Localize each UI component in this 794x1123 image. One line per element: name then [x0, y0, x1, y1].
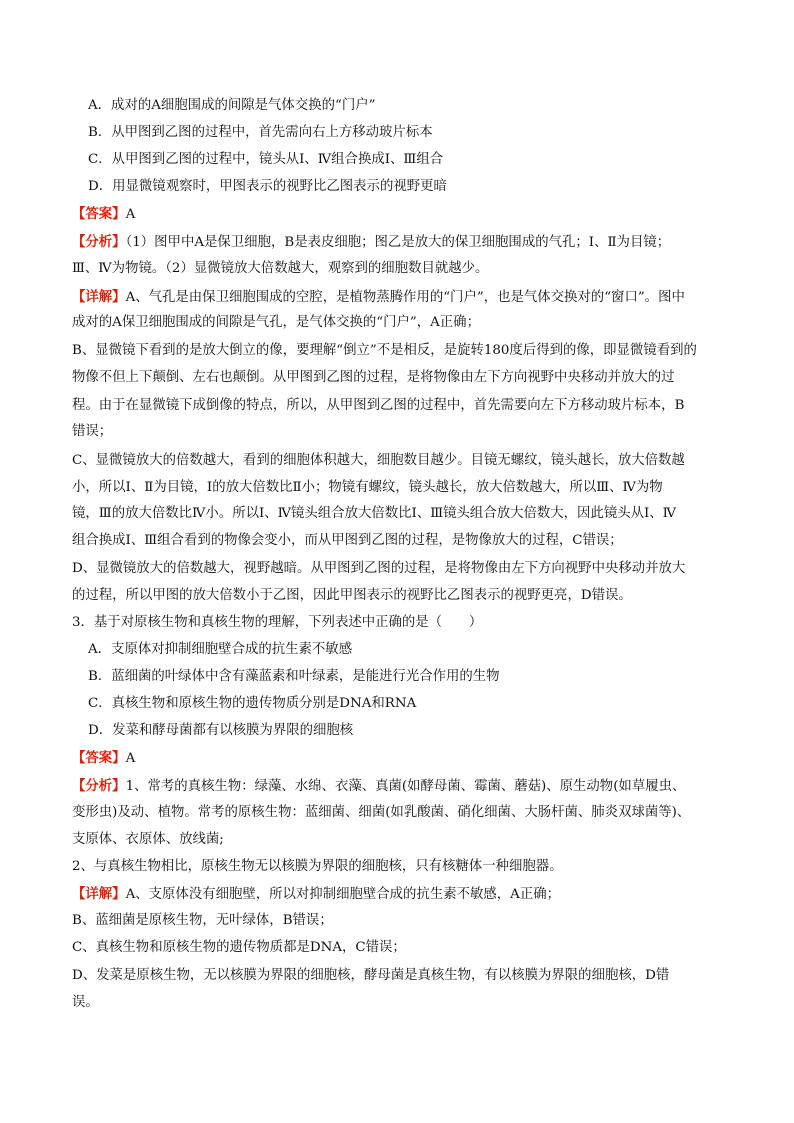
- q3-analysis-line: 变形虫)及动、植物。常考的原核生物：蓝细菌、细菌(如乳酸菌、硝化细菌、大肠杆菌、肺炎双球菌等)、: [72, 805, 691, 820]
- answer-tag: 【答案】: [72, 206, 126, 222]
- q2-detail-line: B、显微镜下看到的是放大倒立的像，要理解“倒立”不是相反，是旋转180度后得到的像，即显微镜看到的: [72, 343, 697, 358]
- analysis-tag: 【分析】: [72, 778, 126, 794]
- detail-text: A、支原体没有细胞壁，所以对抑制细胞壁合成的抗生素不敏感，A正确；: [125, 887, 561, 902]
- q3-stem: 3．基于对原核生物和真核生物的理解，下列表述中正确的是（ ）: [72, 615, 483, 630]
- q2-detail-line: C、显微镜放大的倍数越大，看到的细胞体积越大，细胞数目越少。目镜无螺纹，镜头越长，放大倍数越: [72, 453, 685, 468]
- q2-detail-line: 小，所以Ⅰ、Ⅱ为目镜，Ⅰ的放大倍数比Ⅱ小；物镜有螺纹，镜头越长，放大倍数越大，所以Ⅲ、Ⅳ为物: [72, 480, 663, 495]
- analysis-tag: 【分析】: [72, 234, 126, 250]
- q2-detail-line: 的过程，所以甲图的放大倍数小于乙图，因此甲图表示的视野比乙图表示的视野更亮，D错误。: [72, 588, 632, 603]
- detail-tag: 【详解】: [72, 886, 126, 902]
- q3-detail-line: 误。: [72, 995, 99, 1010]
- q2-detail-line: 程。由于在显微镜下成倒像的特点，所以，从甲图到乙图的过程中，首先需要向左下方移动玻片标本，B: [72, 398, 685, 413]
- analysis-text: （1）图甲中A是保卫细胞，B是表皮细胞；图乙是放大的保卫细胞围成的气孔；Ⅰ、Ⅱ为目镜；: [125, 235, 671, 250]
- q3-option-c: C．真核生物和原核生物的遗传物质分别是DNA和RNA: [88, 696, 417, 711]
- q3-analysis-line: 支原体、衣原体、放线菌;: [72, 832, 224, 847]
- q2-detail-line: 成对的A保卫细胞围成的间隙是气孔，是气体交换的“门户”，A正确；: [72, 315, 480, 330]
- q3-option-a: A．支原体对抑制细胞壁合成的抗生素不敏感: [88, 642, 353, 657]
- q2-detail-line: 错误；: [72, 424, 113, 439]
- q3-option-d: D．发菜和酵母菌都有以核膜为界限的细胞核: [88, 723, 354, 738]
- q2-option-b: B．从甲图到乙图的过程中，首先需向右上方移动玻片标本: [88, 125, 433, 140]
- q2-detail-line: D、显微镜放大的倍数越大，视野越暗。从甲图到乙图的过程，是将物像由左下方向视野中央移动并放大: [72, 561, 686, 576]
- q2-option-d: D．用显微镜观察时，甲图表示的视野比乙图表示的视野更暗: [88, 179, 447, 194]
- q2-analysis-line: Ⅲ、Ⅳ为物镜。（2）显微镜放大倍数越大，观察到的细胞数目就越少。: [72, 261, 489, 276]
- answer-value: A: [125, 207, 136, 222]
- analysis-text: 1、常考的真核生物：绿藻、水绵、衣藻、真菌(如酵母菌、霉菌、蘑菇)、原生动物(如草履虫、: [125, 779, 686, 794]
- q2-option-a: A．成对的A细胞围成的间隙是气体交换的“门户”: [88, 98, 376, 113]
- q3-detail-line: [72, 884, 722, 904]
- q2-option-c: C．从甲图到乙图的过程中，镜头从Ⅰ、Ⅳ组合换成Ⅰ、Ⅲ组合: [88, 152, 444, 167]
- q3-detail-line: D、发菜是原核生物，无以核膜为界限的细胞核，酵母菌是真核生物，有以核膜为界限的细胞核，D错: [72, 968, 670, 983]
- detail-text: A、气孔是由保卫细胞围成的空腔，是植物蒸腾作用的“门户”，也是气体交换对的“窗口”。图中: [125, 290, 685, 305]
- q2-analysis-line: [72, 232, 722, 252]
- q3-answer: [72, 748, 722, 768]
- q3-analysis-line: [72, 776, 722, 796]
- answer-value: A: [125, 751, 136, 766]
- q2-detail-line: [72, 287, 722, 307]
- q3-option-b: B．蓝细菌的叶绿体中含有藻蓝素和叶绿素，是能进行光合作用的生物: [88, 669, 500, 684]
- q2-detail-line: 组合换成Ⅰ、Ⅲ组合看到的物像会变小，而从甲图到乙图的过程，是物像放大的过程，C错误；: [72, 533, 623, 548]
- detail-tag: 【详解】: [72, 289, 126, 305]
- q2-detail-line: 镜，Ⅲ的放大倍数比Ⅳ小。所以Ⅰ、Ⅳ镜头组合放大倍数比Ⅰ、Ⅲ镜头组合放大倍数大，因此镜头从Ⅰ、Ⅳ: [72, 506, 677, 521]
- q3-detail-line: B、蓝细菌是原核生物，无叶绿体，B错误；: [72, 913, 333, 928]
- q3-analysis-line: 2、与真核生物相比，原核生物无以核膜为界限的细胞核，只有核糖体一种细胞器。: [72, 859, 563, 874]
- q2-detail-line: 物像不但上下颠倒、左右也颠倒。从甲图到乙图的过程，是将物像由左下方向视野中央移动并放大的过: [72, 370, 675, 385]
- q2-answer: [72, 204, 722, 224]
- q3-detail-line: C、真核生物和原核生物的遗传物质都是DNA，C错误；: [72, 940, 406, 955]
- answer-tag: 【答案】: [72, 750, 126, 766]
